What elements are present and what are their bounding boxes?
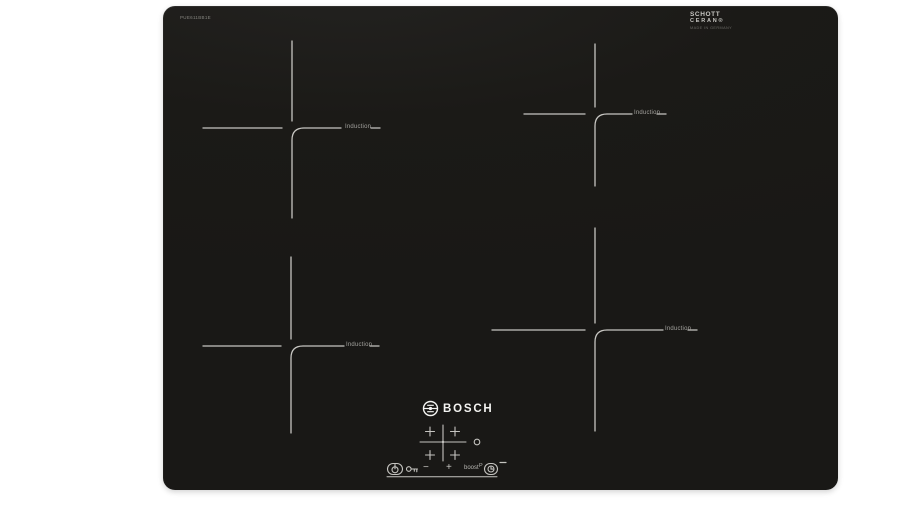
bosch-armature-icon [422,400,439,417]
zone-markings [163,6,838,488]
boost-label: boost [464,465,479,471]
power-icon [392,465,398,473]
bosch-logo [422,400,494,417]
zone-label-back-left: Induction [345,124,372,130]
zone-label-front-right: Induction [665,326,692,332]
schott-logo-line1: SCHOTT [690,11,721,18]
minus-touch-key: − [423,462,429,473]
induction-hob-glass [163,6,838,490]
zone-selector-cross [420,425,466,461]
clock-icon [488,466,494,472]
bosch-wordmark: BOSCH [443,402,494,415]
key-lock-icon [407,467,418,472]
schott-logo-line2: CERAN® [690,18,725,25]
boost-power-level-label: P [479,463,483,469]
zone-label-back-right: Induction [634,110,661,116]
timer-touch-key [485,464,498,475]
power-indicator-dot [474,439,480,445]
power-touch-key [388,464,403,475]
schott-logo-line3: MADE IN GERMANY [690,26,733,31]
zone-label-front-left: Induction [346,342,373,348]
plus-touch-key: + [446,461,452,473]
model-number: PUE611BB1E [180,15,211,20]
